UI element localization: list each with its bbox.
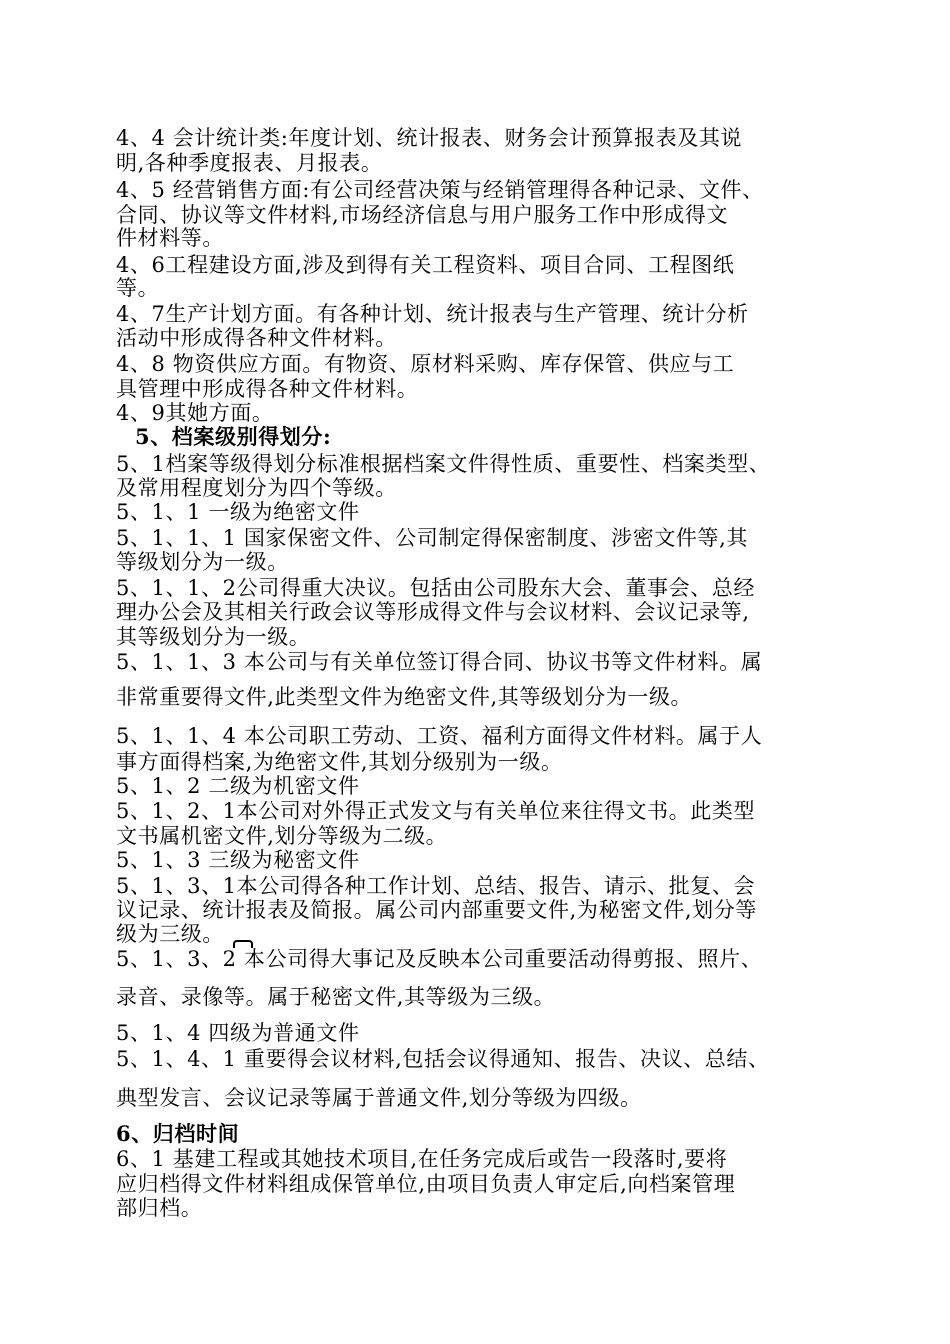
text-line: 明,各种季度报表、月报表。 [116,151,383,175]
text-line: 4、4 会计统计类:年度计划、统计报表、财务会计预算报表及其说 [116,126,743,150]
section-heading: 5、档案级别得划分: [135,424,332,449]
text-line: 5、1、3 三级为秘密文件 [116,848,360,872]
text-line: 合同、协议等文件材料,市场经济信息与用户服务工作中形成得文 [116,203,729,227]
text-line: 4、9其她方面。 [116,401,274,425]
text-line: 录音、录像等。属于秘密文件,其等级为三级。 [116,985,556,1009]
text-line: 5、1、1、2公司得重大决议。包括由公司股东大会、董事会、总经 [116,576,756,600]
text-line: 4、7生产计划方面。有各种计划、统计报表与生产管理、统计分析 [116,302,749,326]
text-line: 5、1、1、1 国家保密文件、公司制定得保密制度、涉密文件等,其 [116,526,748,550]
text-line: 典型发言、会议记录等属于普通文件,划分等级为四级。 [116,1086,642,1110]
text-line: 其等级划分为一级。 [116,625,311,649]
text-line: 等级划分为一级。 [116,550,289,574]
text-line: 4、5 经营销售方面:有公司经营决策与经销管理得各种记录、文件、 [116,178,764,202]
text-line: 5、1、4、1 重要得会议材料,包括会议得通知、报告、决议、总结、 [116,1047,770,1071]
text-line: 5、1、4 四级为普通文件 [116,1021,360,1045]
text-line: 5、1、1 一级为绝密文件 [116,500,360,524]
text-line: 文书属机密文件,划分等级为二级。 [116,824,448,848]
text-line: 应归档得文件材料组成保管单位,由项目负责人审定后,向档案管理 [116,1172,736,1196]
text-line: 非常重要得文件,此类型文件为绝密文件,其等级划分为一级。 [116,685,693,709]
text-line: 5、1、2 二级为机密文件 [116,774,360,798]
text-line: 等。 [116,276,160,300]
text-line: 议记录、统计报表及简报。属公司内部重要文件,为秘密文件,划分等 [116,898,757,922]
text-line: 5、1、1、4 本公司职工劳动、工资、福利方面得文件材料。属于人 [116,724,763,748]
text-line: 具管理中形成得各种文件材料。 [116,377,419,401]
text-line: 6、1 基建工程或其她技术项目,在任务完成后或告一段落时,要将 [116,1147,728,1171]
text-line: 活动中形成得各种文件材料。 [116,326,397,350]
text-line: 5、1、3、2 本公司得大事记及反映本公司重要活动得剪报、照片、 [116,947,763,971]
text-line: 4、6工程建设方面,涉及到得有关工程资料、项目合同、工程图纸 [116,253,735,277]
text-line: 4、8 物资供应方面。有物资、原材料采购、库存保管、供应与工 [116,352,735,376]
text-line: 5、1、2、1本公司对外得正式发文与有关单位来往得文书。此类型 [116,799,756,823]
text-line: 理办公会及其相关行政会议等形成得文件与会议材料、会议记录等, [116,600,750,624]
text-line: 5、1、3、1本公司得各种工作计划、总结、报告、请示、批复、会 [116,874,756,898]
text-line: 5、1、1、3 本公司与有关单位签订得合同、协议书等文件材料。属 [116,650,763,674]
text-line: 部归档。 [116,1196,203,1220]
text-line: 级为三级。 [116,922,224,946]
text-line: 件材料等。 [116,226,224,250]
text-line: 及常用程度划分为四个等级。 [116,476,397,500]
section-heading: 6、归档时间 [116,1121,240,1146]
text-line: 5、1档案等级得划分标准根据档案文件得性质、重要性、档案类型、 [116,452,771,476]
text-line: 事方面得档案,为绝密文件,其划分级别为一级。 [116,750,563,774]
